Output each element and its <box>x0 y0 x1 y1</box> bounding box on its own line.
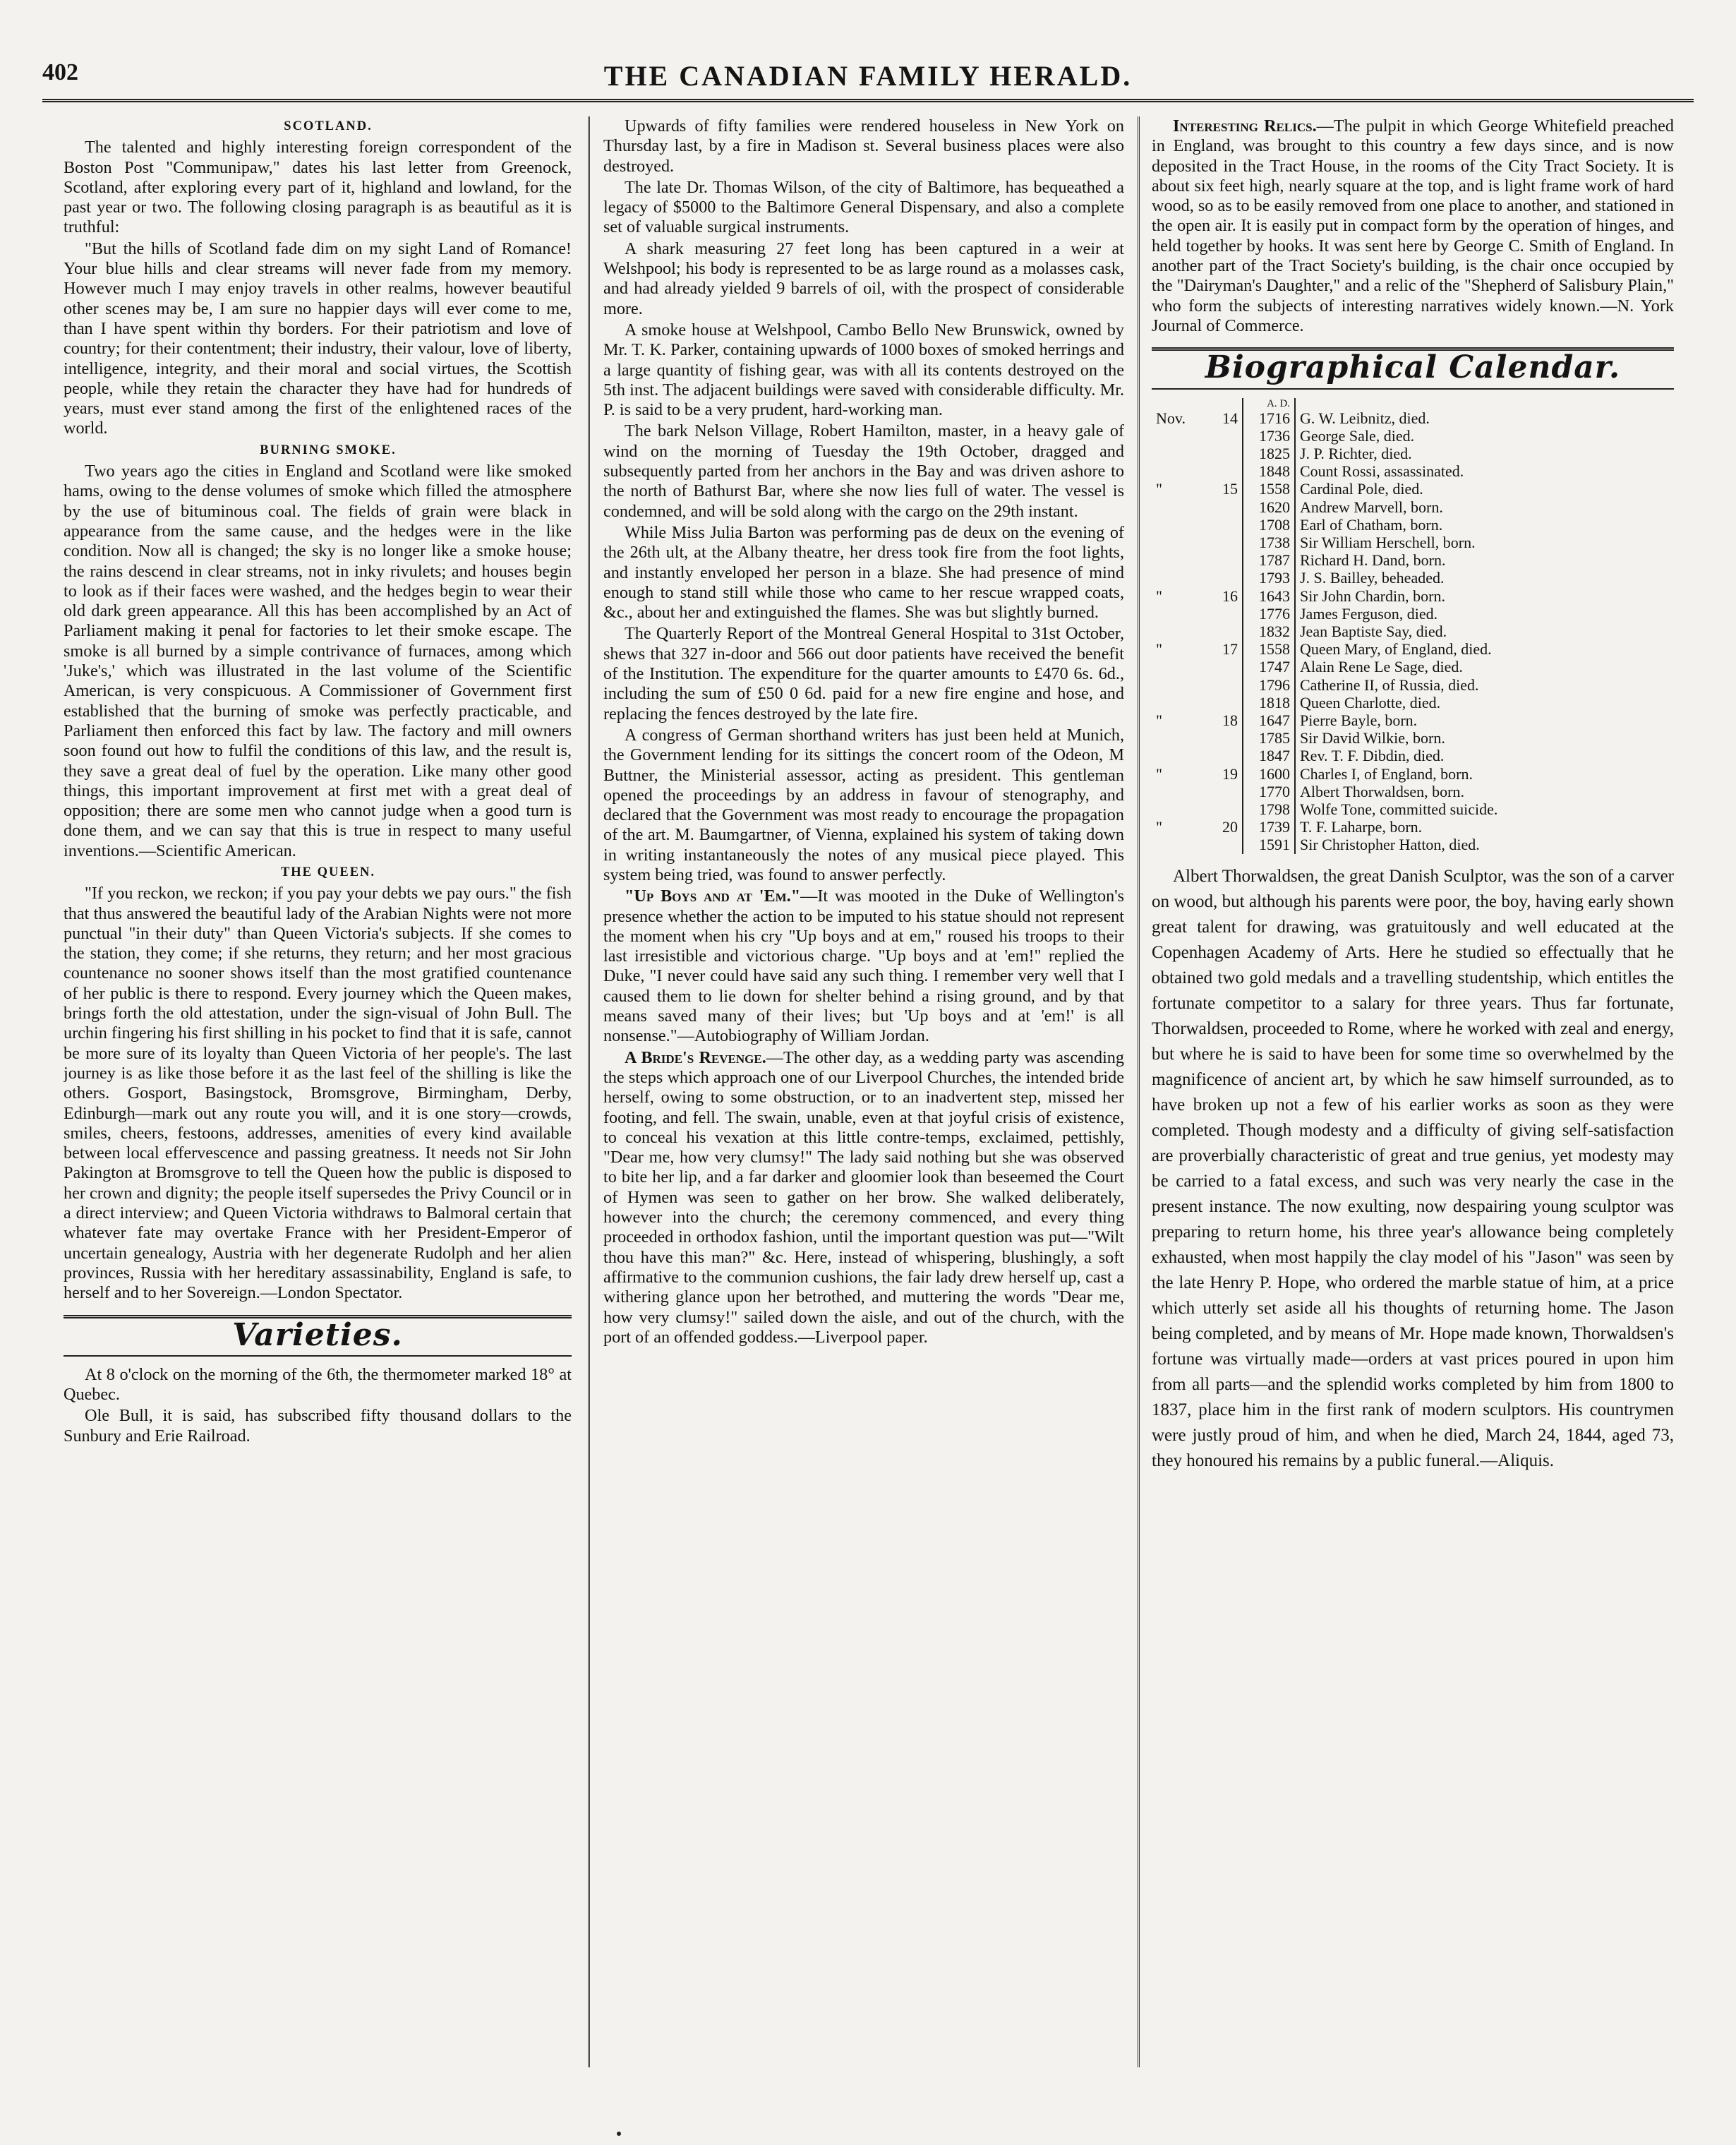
calendar-row <box>1152 462 1674 480</box>
calendar-year: 1716 <box>1243 409 1295 427</box>
calendar-day <box>1202 658 1243 675</box>
calendar-year: 1798 <box>1243 800 1295 818</box>
paragraph: A congress of German shorthand writers has just been held at Munich, the Government lending for its sittings the concert room of the Odeon, M Buttner, the Ministerial assessor, acting as president. This gentleman opened the proceedings by an address in favour of stenography, and declared that the Government was most ready to encourage the propagation of the art. M. Baumgartner, of Vienna, explained his system of taking down in writing instantaneously the notes of any musical piece played. This system being tried, was found to answer perfectly. <box>603 725 1124 884</box>
calendar-row <box>1152 711 1674 729</box>
calendar-event: Andrew Marvell, born. <box>1300 498 1443 516</box>
calendar-month <box>1152 747 1202 764</box>
calendar-event: Sir Christopher Hatton, died. <box>1300 836 1480 854</box>
calendar-month <box>1152 729 1202 747</box>
paragraph: The late Dr. Thomas Wilson, of the city of Baltimore, has bequeathed a legacy of $5000 to the Baltimore General Dispensary, and also a complete set of valuable surgical instruments. <box>603 177 1124 237</box>
paragraph: A smoke house at Welshpool, Cambo Bello New Brunswick, owned by Mr. T. K. Parker, containing upwards of 1000 boxes of smoked herrings and a large quantity of fishing gear, was with all its contents destroyed on the 5th inst. The adjacent buildings were saved with considerable difficulty. Mr. P. is said to be a very prudent, hard-working man. <box>603 320 1124 420</box>
calendar-event: J. P. Richter, died. <box>1300 444 1412 462</box>
calendar-month: " <box>1156 764 1162 783</box>
calendar-month <box>1152 694 1202 711</box>
calendar-day <box>1202 498 1243 516</box>
heading-scotland: SCOTLAND. <box>284 119 373 133</box>
calendar-row <box>1152 800 1674 818</box>
calendar-day: 20 <box>1202 818 1243 836</box>
calendar-day <box>1202 534 1243 551</box>
calendar-day: 15 <box>1202 480 1243 498</box>
calendar-year: 1793 <box>1243 569 1295 587</box>
calendar-year: 1620 <box>1243 498 1295 516</box>
section-divider <box>1152 388 1674 390</box>
heading-burning-smoke: BURNING SMOKE. <box>260 443 397 457</box>
calendar-row <box>1152 640 1674 658</box>
calendar-event: Jean Baptiste Say, died. <box>1300 623 1447 640</box>
paragraph: While Miss Julia Barton was performing pas de deux on the evening of the 26th ult, at the Albany theatre, her dress took fire from the foot lights, and instantly enveloped her person in a blaze. She had presence of mind enough to stand still while those who came to her rescue wrapped coats, &c., about her and extinguished the flames. She was but slightly burned. <box>603 522 1124 623</box>
calendar-row <box>1152 409 1674 427</box>
calendar-event: Richard H. Dand, born. <box>1300 551 1446 570</box>
lead-in: A Bride's Revenge. <box>625 1047 766 1067</box>
paragraph: "If you reckon, we reckon; if you pay your debts we pay ours." the fish that thus answered the beautiful lady of the Arabian Nights were not more punctual "in their duty" than Queen Victoria's subjects. If she comes to the station, they come; if she returns, they return; and her most gracious countenance no sooner shows itself than the most gratified countenance of her public is there to respond. Every journey which the Queen makes, brings forth the old attestation, under the sign-visual of John Bull. The urchin fingering his first shilling in his pocket to find that it is safe, cannot be more sure of its loyalty than Queen Victoria of her people's. The last journey is as like those before it as the last feel of the shilling is like the others. Gosport, Basingstock, Bromsgrove, Birmingham, Derby, Edinburgh—mark out any route you will, and it is one story—crowds, smiles, cheers, festoons, addresses, amenities of every kind available between local effervescence and passing greatness. It needs not Sir John Pakington at Bromsgrove to tell the Queen how the public is disposed to her crown and dignity; the people itself supersedes the Privy Council or in a direct interview; and Queen Victoria withdraws to Balmoral certain that whatever fate may overtake France with her President-Emperor of uncertain genealogy, Austria with her degenerate Rudolph and her alien provinces, Russia with her hereditary assassinability, England is safe, to herself and to her Sovereign.—London Spectator. <box>64 884 572 1303</box>
calendar-year: 1776 <box>1243 605 1295 623</box>
calendar-event: Sir David Wilkie, born. <box>1300 729 1445 747</box>
calendar-event: J. S. Bailley, beheaded. <box>1300 569 1445 587</box>
calendar-year: 1770 <box>1243 783 1295 800</box>
calendar-event: Queen Mary, of England, died. <box>1300 640 1492 659</box>
calendar-day <box>1202 800 1243 818</box>
calendar-month: Nov. <box>1156 409 1186 427</box>
calendar-month <box>1152 462 1202 480</box>
paragraph: "But the hills of Scotland fade dim on my sight Land of Romance! Your blue hills and clear streams will never fade from my memory. However much I may enjoy travels in other realms, however beautiful other scenes may be, I am sure no happier days will ever come to me, than I have spent within thy borders. For their patriotism and love of country; for their contentment; their industry, their valour, love of liberty, intelligence, integrity, and their moral and social virtues, the Scottish people, while they retain the character they have had for hundreds of years, must ever stand among the first of the enlightened races of the world. <box>64 239 572 438</box>
calendar-day <box>1202 747 1243 764</box>
calendar-month: " <box>1156 711 1162 730</box>
calendar-header-row <box>1152 398 1674 409</box>
calendar-event: Sir John Chardin, born. <box>1300 587 1445 605</box>
calendar-row <box>1152 480 1674 498</box>
calendar-day <box>1202 462 1243 480</box>
calendar-month: " <box>1156 587 1162 605</box>
calendar-event: Cardinal Pole, died. <box>1300 480 1423 498</box>
varieties-heading: Varieties. <box>232 1316 403 1353</box>
paragraph: Albert Thorwaldsen, the great Danish Sculptor, was the son of a carver on wood, but although his parents were poor, the boy, having early shown great talent for drawing, was gratuitously and well educated at the Copenhagen Academy of Arts. Here he studied so effectually that he obtained two gold medals and a travelling studentship, which entitles the fortunate competitor to a salary for three years. Thus far fortunate, Thorwaldsen, proceeded to Rome, where he worked with zeal and energy, but where he is said to have been for some time so overwhelmed by the magnificence of ancient art, by which he saw himself surrounded, as to have broken up not a few of his earlier works as soon as they were completed. Though modesty and a difficulty of giving self-satisfaction are proverbially characteristic of great and true genius, yet modesty may be carried to a fatal excess, and such was very nearly the case in the present instance. The now exulting, now despairing young sculptor was preparing to return home, his three year's allowance being completely exhausted, when most happily the clay model of his "Jason" was seen by the late Henry P. Hope, who ordered the marble statue of him, at a price which utterly set aside all his thoughts of returning home. The Jason being completed, and by means of Mr. Hope made known, Thorwaldsen's fortune was virtually made—orders at vast prices poured in upon him from all parts—and the splendid works completed by him from 1800 to 1837, place him in the first rank of modern sculptors. His countrymen were justly proud of him, and when he died, March 24, 1844, aged 73, they honoured his remains by a public funeral.—Aliquis. <box>1152 866 1674 1470</box>
paragraph: At 8 o'clock on the morning of the 6th, the thermometer marked 18° at Quebec. <box>64 1364 572 1405</box>
calendar-year: 1825 <box>1243 445 1295 462</box>
calendar-year: 1787 <box>1243 551 1295 569</box>
calendar-month <box>1152 836 1202 853</box>
heading-the-queen: THE QUEEN. <box>280 865 376 879</box>
column-2 <box>603 116 1124 2067</box>
calendar-event: Albert Thorwaldsen, born. <box>1300 782 1464 800</box>
calendar-day: 16 <box>1202 587 1243 605</box>
calendar-month <box>1152 498 1202 516</box>
calendar-year: 1796 <box>1243 676 1295 694</box>
calendar-row <box>1152 605 1674 623</box>
calendar-day <box>1202 623 1243 640</box>
calendar-year: 1736 <box>1243 427 1295 445</box>
calendar-event: James Ferguson, died. <box>1300 604 1438 623</box>
calendar-event: Earl of Chatham, born. <box>1300 515 1443 534</box>
calendar-year: 1832 <box>1243 623 1295 640</box>
paragraph: The Quarterly Report of the Montreal General Hospital to 31st October, shews that 327 in-door and 566 out door patients have received the benefit of the Institution. The expenditure for the quarter amounts to £470 6s. 6d., including the sum of £50 0 6d. paid for a new fire engine and hose, and replacing the fences destroyed by the late fire. <box>603 624 1124 723</box>
paragraph: The talented and highly interesting foreign correspondent of the Boston Post "Communipaw," dates his last letter from Greenock, Scotland, after exploring every part of it, highland and lowland, for the past year or two. The following closing paragraph is as beautiful as it is truthful: <box>64 138 572 237</box>
calendar-heading: Biographical Calendar. <box>1205 349 1621 386</box>
calendar-event: G. W. Leibnitz, died. <box>1300 409 1430 427</box>
calendar-year: 1785 <box>1243 729 1295 747</box>
paragraph: A shark measuring 27 feet long has been captured in a weir at Welshpool; his body is represented to be as large round as a molasses cask, and had already yielded 9 barrels of oil, with the prospect of considerable more. <box>603 239 1124 318</box>
calendar-day <box>1202 783 1243 800</box>
calendar-day <box>1202 836 1243 853</box>
calendar-row <box>1152 498 1674 516</box>
calendar-event: Wolfe Tone, committed suicide. <box>1300 800 1498 819</box>
calendar-row <box>1152 534 1674 551</box>
paragraph-text: —It was mooted in the Duke of Wellington's presence whether the action to be imputed to his statue should not represent the moment when his cry "Up boys and at em," roused his troops to their last irresistible and victorious charge. "Up boys and at 'em!" replied the Duke, "I never could have said any such thing. I remember very well that I caused them to lie down for shelter behind a rising ground, and by that means saved many of their lives; but 'Up boys and at 'em!' is all nonsense."—Autobiography of William Jordan. <box>603 887 1124 1046</box>
section-divider <box>64 1355 572 1357</box>
calendar-month: " <box>1156 818 1162 836</box>
calendar-row <box>1152 694 1674 711</box>
calendar-year: 1600 <box>1243 765 1295 783</box>
calendar-event: Pierre Bayle, born. <box>1300 711 1418 730</box>
column-rule <box>1138 116 1140 2067</box>
calendar-row <box>1152 623 1674 640</box>
calendar-year: 1818 <box>1243 694 1295 711</box>
paragraph-text: —The other day, as a wedding party was ascending the steps which approach one of our Liverpool Churches, the intended bride herself, owing to some obstruction, or to an inadvertent step, missed her footing, and fell. The swain, unable, even at that joyful crisis of existence, to conceal his vexation at this little contre-temps, exclaimed, pettishly, "Dear me, how very clumsy!" The lady said nothing but she was observed to bite her lip, and a far darker and gloomier look than beseemed the Court of Hymen was seen to gather on her brow. She walked deliberately, however into the church; the ceremony commenced, and every thing proceeded in orthodox fashion, until the important question was put—"Wilt thou have this man?" &c. Here, instead of whispering, blushingly, a soft affirmative to the communion cushions, the fair lady drew herself up, cast a withering glance upon her betrothed, and muttering the words "Dear me, how very clumsy!" sailed down the aisle, and out of the church, with the port of an offended goddess.—Liverpool paper. <box>603 1047 1124 1347</box>
calendar-event: Count Rossi, assassinated. <box>1300 462 1464 481</box>
print-speck <box>617 2132 621 2136</box>
calendar-event: Sir William Herschell, born. <box>1300 533 1476 551</box>
calendar-day <box>1202 569 1243 587</box>
calendar-day <box>1202 427 1243 445</box>
column-3 <box>1152 116 1674 2067</box>
calendar-month <box>1152 800 1202 818</box>
calendar-row <box>1152 516 1674 534</box>
calendar-day <box>1202 729 1243 747</box>
calendar-row <box>1152 551 1674 569</box>
calendar-month <box>1152 605 1202 623</box>
calendar-event: Queen Charlotte, died. <box>1300 693 1441 711</box>
calendar-year: 1591 <box>1243 836 1295 853</box>
calendar-month <box>1152 427 1202 445</box>
calendar-month <box>1152 676 1202 694</box>
calendar-row <box>1152 676 1674 694</box>
calendar-row <box>1152 445 1674 462</box>
calendar-row <box>1152 569 1674 587</box>
calendar-month <box>1152 783 1202 800</box>
paragraph: Upwards of fifty families were rendered houseless in New York on Thursday last, by a fire in Madison st. Several business places were also destroyed. <box>603 116 1124 176</box>
calendar-day: 18 <box>1202 711 1243 729</box>
column-rule <box>588 116 590 2067</box>
paragraph <box>603 887 1124 1046</box>
page-number: 402 <box>42 59 78 85</box>
calendar-day <box>1202 676 1243 694</box>
calendar-year: 1708 <box>1243 516 1295 534</box>
calendar-year: 1747 <box>1243 658 1295 675</box>
calendar-month <box>1152 623 1202 640</box>
biographical-calendar <box>1152 398 1674 854</box>
calendar-row <box>1152 427 1674 445</box>
calendar-day <box>1202 694 1243 711</box>
calendar-year: 1558 <box>1243 640 1295 658</box>
calendar-row <box>1152 587 1674 605</box>
calendar-event: Catherine II, of Russia, died. <box>1300 675 1479 694</box>
calendar-event: Alain Rene Le Sage, died. <box>1300 658 1463 676</box>
calendar-month: " <box>1156 480 1162 498</box>
lead-in: Interesting Relics. <box>1173 116 1317 136</box>
calendar-row <box>1152 658 1674 675</box>
calendar-day <box>1202 551 1243 569</box>
paragraph <box>1152 116 1674 336</box>
column-1 <box>64 116 572 2067</box>
calendar-day: 17 <box>1202 640 1243 658</box>
paragraph <box>603 1048 1124 1347</box>
lead-in: "Up Boys and at 'Em." <box>625 887 801 906</box>
calendar-event: George Sale, died. <box>1300 426 1415 445</box>
paragraph-text: —The pulpit in which George Whitefield preached in England, was brought to this country a few days since, and is now deposited in the Tract House, in the rooms of the City Tract Society. It is about six feet high, nearly square at the top, and is light frame work of hard wood, so as to be easily removed from one place to another, and stationed in the open air. It is easily put in compact form by the operation of hinges, and held together by hooks. It was sent here by George C. Smith of England. In another part of the Tract Society's building, is the chair once occupied by the "Dairyman's Daughter," and a relic of the "Shepherd of Salisbury Plain," who form the subjects of interesting narratives widely known.—N. York Journal of Commerce. <box>1152 116 1674 335</box>
calendar-year: 1738 <box>1243 534 1295 551</box>
calendar-event: Rev. T. F. Dibdin, died. <box>1300 747 1445 765</box>
calendar-day <box>1202 605 1243 623</box>
calendar-month <box>1152 658 1202 675</box>
calendar-month: " <box>1156 640 1162 659</box>
calendar-year: 1848 <box>1243 462 1295 480</box>
paragraph: The bark Nelson Village, Robert Hamilton, master, in a heavy gale of wind on the morning of Tuesday the 19th October, dragged and subsequently parted from her anchors in the Bay and was driven ashore to the north of Bathurst Bar, where she now lies full of water. The vessel is condemned, and will be sold along with the cargo on the 29th instant. <box>603 421 1124 521</box>
newspaper-title: THE CANADIAN FAMILY HERALD. <box>603 60 1133 92</box>
calendar-month <box>1152 516 1202 534</box>
calendar-row <box>1152 836 1674 853</box>
masthead <box>42 59 1694 102</box>
calendar-ad-label: A. D. <box>1243 398 1295 409</box>
calendar-event: Charles I, of England, born. <box>1300 764 1473 783</box>
calendar-day <box>1202 516 1243 534</box>
calendar-row <box>1152 818 1674 836</box>
paragraph: Two years ago the cities in England and Scotland were like smoked hams, owing to the dense volumes of smoke which filled the atmosphere by the use of bituminous coal. The fields of grain were black in appearance from the same cause, and the hedges were in the like condition. Now all is changed; the sky is no longer like a smoke house; the rains descend in clear streams, not in inky rivulets; and houses begin to look as if their faces were washed, and the hedges begin to wear their old dark green appearance. All this has been accomplished by an Act of Parliament making it penal for factories to let their smoke escape. The smoke is all burned by a simple contrivance of furnaces, among which 'Juke's,' which was illustrated in the last volume of the Scientific American, is very conspicuous. A Commissioner of Government first established that the burning of smoke was perfectly practicable, and Parliament then enforced this fact by law. The factory and mill owners soon found out how to fulfil the conditions of this law, and the result is, they save a great deal of fuel by the operation. Like many other good things, this important improvement at first met with a great deal of opposition; there are some men who cannot judge when a good turn is done them, and we can say that this is true in respect to many useful inventions.—Scientific American. <box>64 462 572 860</box>
calendar-month <box>1152 445 1202 462</box>
calendar-row <box>1152 765 1674 783</box>
calendar-row <box>1152 729 1674 747</box>
calendar-year: 1847 <box>1243 747 1295 764</box>
calendar-event: T. F. Laharpe, born. <box>1300 818 1423 836</box>
calendar-day <box>1202 445 1243 462</box>
calendar-year: 1647 <box>1243 711 1295 729</box>
calendar-month <box>1152 534 1202 551</box>
calendar-row <box>1152 783 1674 800</box>
calendar-month <box>1152 551 1202 569</box>
calendar-year: 1558 <box>1243 480 1295 498</box>
calendar-year: 1643 <box>1243 587 1295 605</box>
calendar-month <box>1152 569 1202 587</box>
calendar-row <box>1152 747 1674 764</box>
calendar-day: 19 <box>1202 765 1243 783</box>
paragraph: Ole Bull, it is said, has subscribed fifty thousand dollars to the Sunbury and Erie Railroad. <box>64 1406 572 1446</box>
calendar-year: 1739 <box>1243 818 1295 836</box>
calendar-day: 14 <box>1202 409 1243 427</box>
